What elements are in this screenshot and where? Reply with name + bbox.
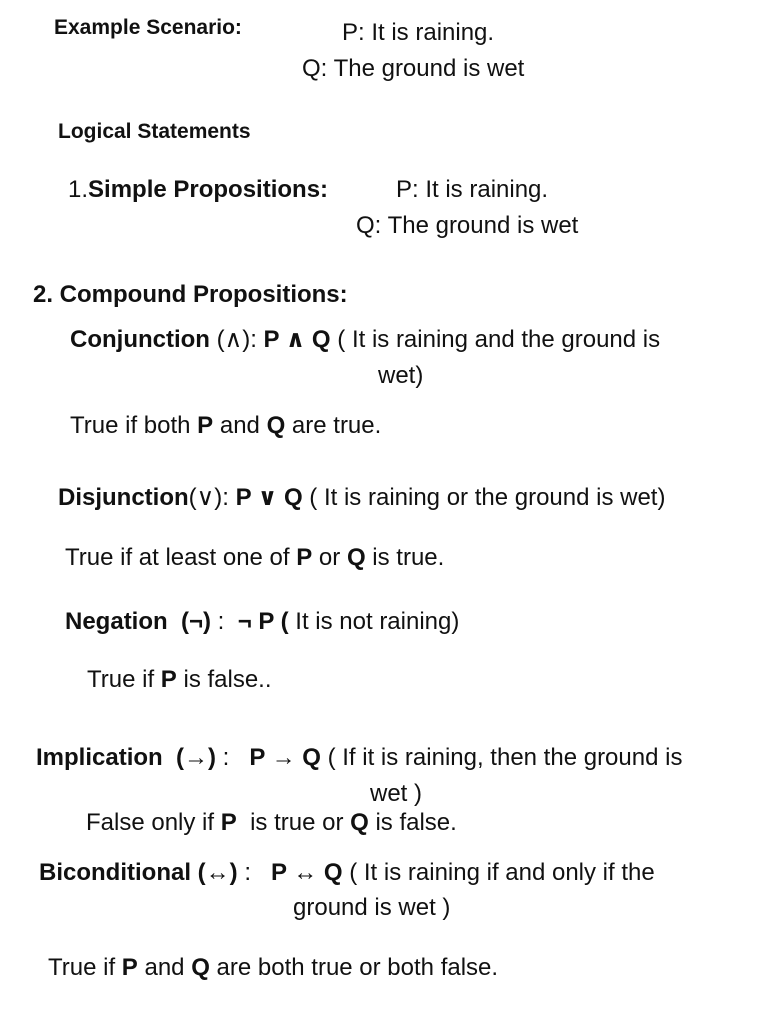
conjunction-label: Conjunction xyxy=(70,326,210,353)
truth-text: are both true or both false. xyxy=(209,954,499,981)
p-symbol: P xyxy=(220,809,237,836)
disjunction-desc: ( It is raining or the ground is wet) xyxy=(302,484,666,511)
disjunction-formula: P ∨ Q xyxy=(235,484,303,511)
q-symbol: Q xyxy=(266,412,286,439)
negation-label: Negation (¬) xyxy=(65,608,218,635)
implication-line xyxy=(36,746,682,770)
q-symbol: Q xyxy=(346,544,366,571)
negation-truth xyxy=(87,668,272,692)
simple-number: 1. xyxy=(68,176,89,203)
truth-text: True if at least one of xyxy=(65,544,297,571)
truth-text: are true. xyxy=(285,412,382,439)
biconditional-line xyxy=(39,861,655,885)
p-symbol: P xyxy=(197,412,214,439)
scenario-q: Q: The ground is wet xyxy=(302,55,525,82)
simple-label: Simple Propositions: xyxy=(88,176,329,203)
p-symbol: P xyxy=(160,666,177,693)
negation-formula: ¬ P ( xyxy=(237,608,289,635)
disjunction-symbol: (∨): xyxy=(188,484,236,511)
negation-desc: It is not raining) xyxy=(288,608,460,635)
simple-propositions-line xyxy=(68,178,328,202)
conjunction-desc: ( It is raining and the ground is xyxy=(330,326,661,353)
p-symbol: P xyxy=(121,954,138,981)
biconditional-colon: : xyxy=(244,859,271,886)
negation-colon: : xyxy=(217,608,238,635)
compound-heading: 2. Compound Propositions: xyxy=(33,281,348,308)
negation-line xyxy=(65,610,459,634)
truth-text: False only if xyxy=(86,809,221,836)
biconditional-desc: ( It is raining if and only if the xyxy=(342,859,655,886)
conjunction-desc-cont: wet) xyxy=(378,362,424,389)
truth-text: and xyxy=(213,412,267,439)
disjunction-truth xyxy=(65,546,444,570)
truth-text: True if xyxy=(87,666,161,693)
conjunction-formula: P ∧ Q xyxy=(263,326,331,353)
conjunction-truth xyxy=(70,414,381,438)
implication-colon: : xyxy=(222,744,250,771)
disjunction-line xyxy=(58,486,665,510)
simple-p: P: It is raining. xyxy=(396,176,549,203)
logical-statements-heading: Logical Statements xyxy=(58,120,251,143)
biconditional-label: Biconditional (↔) xyxy=(39,859,245,886)
disjunction-label: Disjunction xyxy=(58,484,189,511)
truth-text: True if xyxy=(48,954,122,981)
scenario-p: P: It is raining. xyxy=(342,19,495,46)
implication-desc: ( If it is raining, then the ground is xyxy=(320,744,683,771)
conjunction-symbol: (∧): xyxy=(209,326,264,353)
q-symbol: Q xyxy=(350,809,369,836)
truth-text: or xyxy=(312,544,347,571)
simple-q: Q: The ground is wet xyxy=(356,212,579,239)
biconditional-desc-cont: ground is wet ) xyxy=(293,894,451,921)
conjunction-line xyxy=(70,328,660,352)
truth-text: is true or xyxy=(236,809,351,836)
implication-label: Implication (→) xyxy=(36,744,223,771)
truth-text: is true. xyxy=(365,544,445,571)
truth-text: is false. xyxy=(368,809,457,836)
biconditional-truth xyxy=(48,956,498,980)
implication-desc-cont: wet ) xyxy=(370,780,423,807)
truth-text: is false.. xyxy=(176,666,272,693)
q-symbol: Q xyxy=(191,954,210,981)
biconditional-formula: P ↔ Q xyxy=(270,859,343,886)
truth-text: and xyxy=(137,954,192,981)
p-symbol: P xyxy=(296,544,313,571)
scenario-label: Example Scenario: xyxy=(54,16,242,39)
implication-formula: P → Q xyxy=(249,744,321,771)
implication-truth xyxy=(86,811,457,835)
truth-text: True if both xyxy=(70,412,198,439)
